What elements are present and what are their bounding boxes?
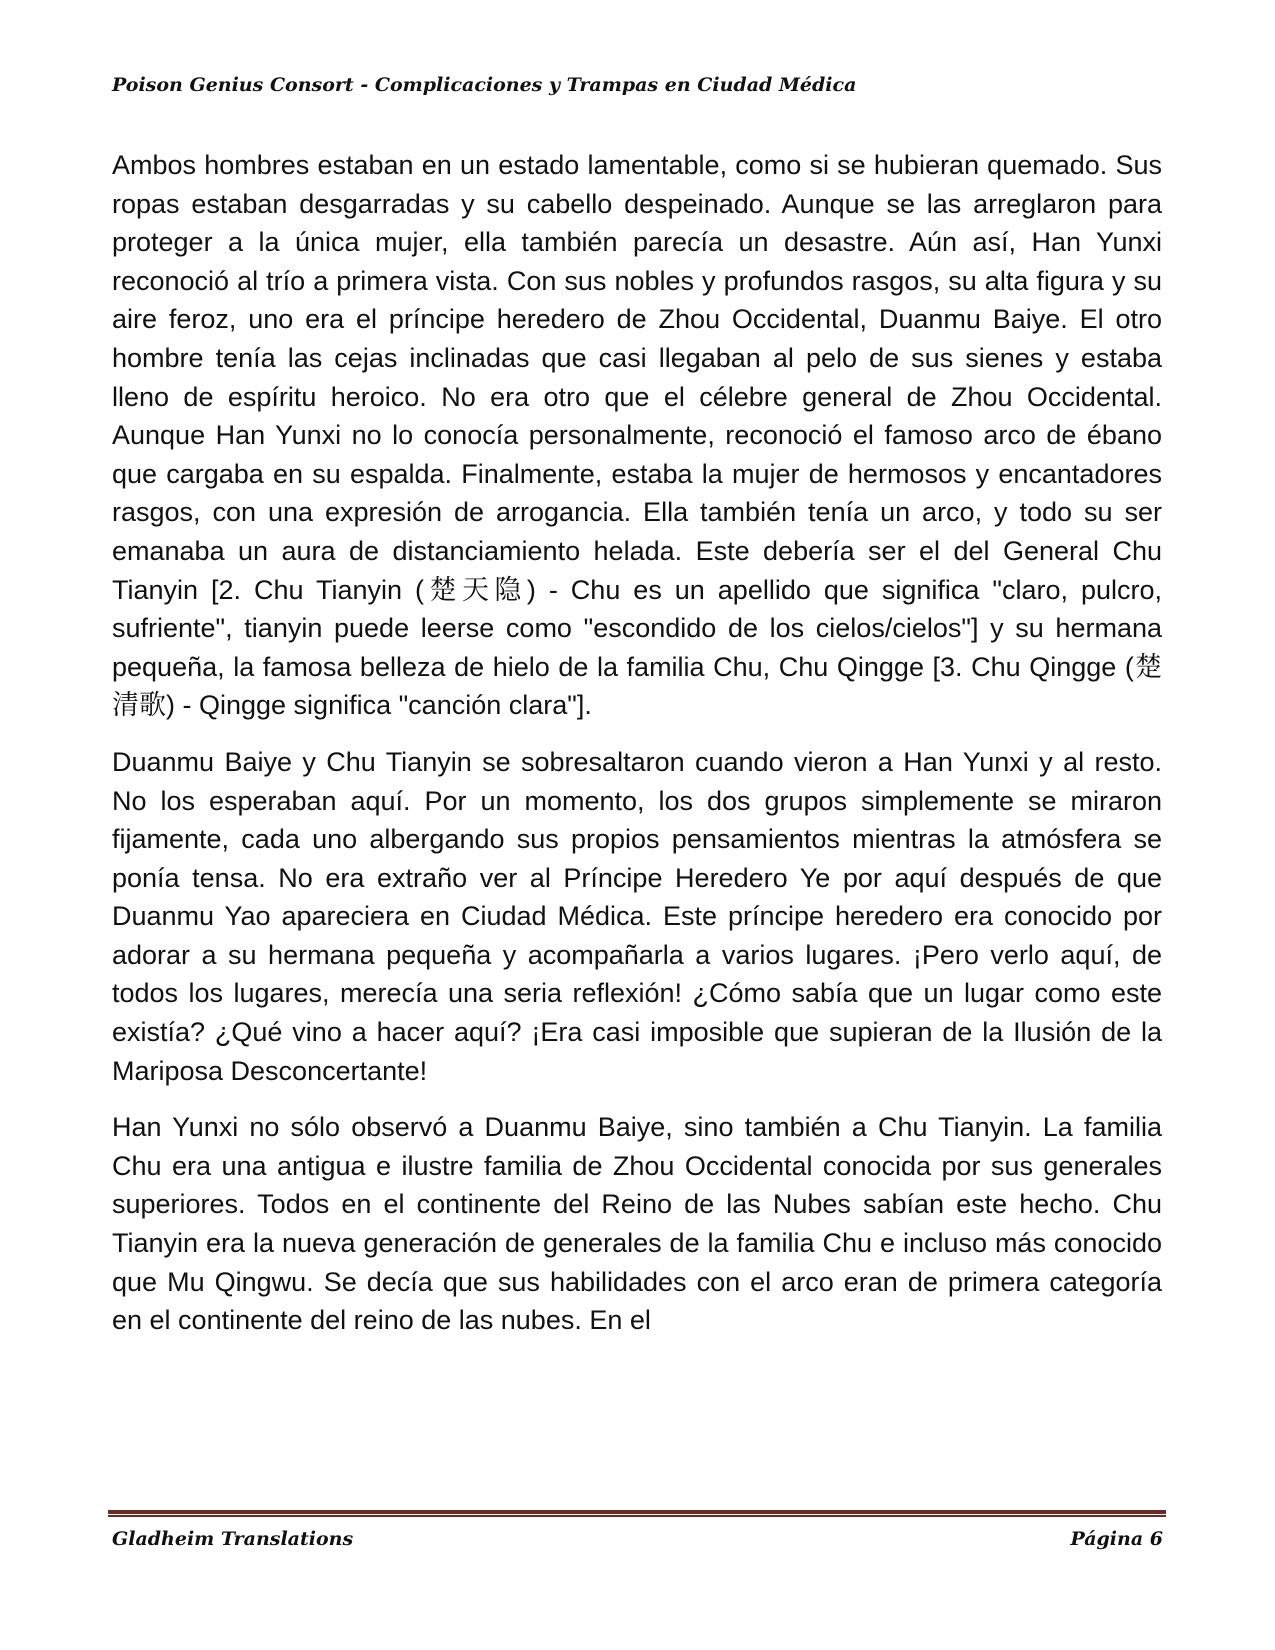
page-header-title: Poison Genius Consort - Complicaciones y Trampas en Ciudad Médica — [112, 74, 857, 96]
body-text — [112, 146, 1162, 1358]
paragraph-1: Ambos hombres estaban en un estado lamentable, como si se hubieran quemado. Sus ropas estaban desgarradas y su cabello despeinado. Aunque se las arreglaron para proteger a la única mujer, ella también parecía un desastre. Aún así, Han Yunxi reconoció al trío a primera vista. Con sus nobles y profundos rasgos, su alta figura y su aire feroz, uno era el príncipe heredero de Zhou Occidental, Duanmu Baiye. El otro hombre tenía las cejas inclinadas que casi llegaban al pelo de sus sienes y estaba lleno de espíritu heroico. No era otro que el célebre general de Zhou Occidental. Aunque Han Yunxi no lo conocía personalmente, reconoció el famoso arco de ébano que cargaba en su espalda. Finalmente, estaba la mujer de hermosos y encantadores rasgos, con una expresión de arrogancia. Ella también tenía un arco, y todo su ser emanaba un aura de distanciamiento helada. Este debería ser el del General Chu Tianyin [2. Chu Tianyin (楚天隐) - Chu es un apellido que significa "claro, pulcro, sufriente", tianyin puede leerse como "escondido de los cielos/cielos"] y su hermana pequeña, la famosa belleza de hielo de la familia Chu, Chu Qingge [3. Chu Qingge (楚清歌) - Qingge significa "canción clara"]. — [112, 150, 1162, 721]
paragraph-3: Han Yunxi no sólo observó a Duanmu Baiye, sino también a Chu Tianyin. La familia Chu era una antigua e ilustre familia de Zhou Occidental conocida por sus generales superiores. Todos en el continente del Reino de las Nubes sabían este hecho. Chu Tianyin era la nueva generación de generales de la familia Chu e incluso más conocido que Mu Qingwu. Se decía que sus habilidades con el arco eran de primera categoría en el continente del reino de las nubes. En el — [112, 1112, 1162, 1336]
footer-divider — [108, 1510, 1166, 1517]
footer-publisher: Gladheim Translations — [112, 1528, 354, 1550]
footer-page-number: Página 6 — [1070, 1528, 1163, 1550]
paragraph-2: Duanmu Baiye y Chu Tianyin se sobresaltaron cuando vieron a Han Yunxi y al resto. No los esperaban aquí. Por un momento, los dos grupos simplemente se miraron fijamente, cada uno albergando sus propios pensamientos mientras la atmósfera se ponía tensa. No era extraño ver al Príncipe Heredero Ye por aquí después de que Duanmu Yao apareciera en Ciudad Médica. Este príncipe heredero era conocido por adorar a su hermana pequeña y acompañarla a varios lugares. ¡Pero verlo aquí, de todos los lugares, merecía una seria reflexión! ¿Cómo sabía que un lugar como este existía? ¿Qué vino a hacer aquí? ¡Era casi imposible que supieran de la Ilusión de la Mariposa Desconcertante! — [112, 746, 1162, 1086]
